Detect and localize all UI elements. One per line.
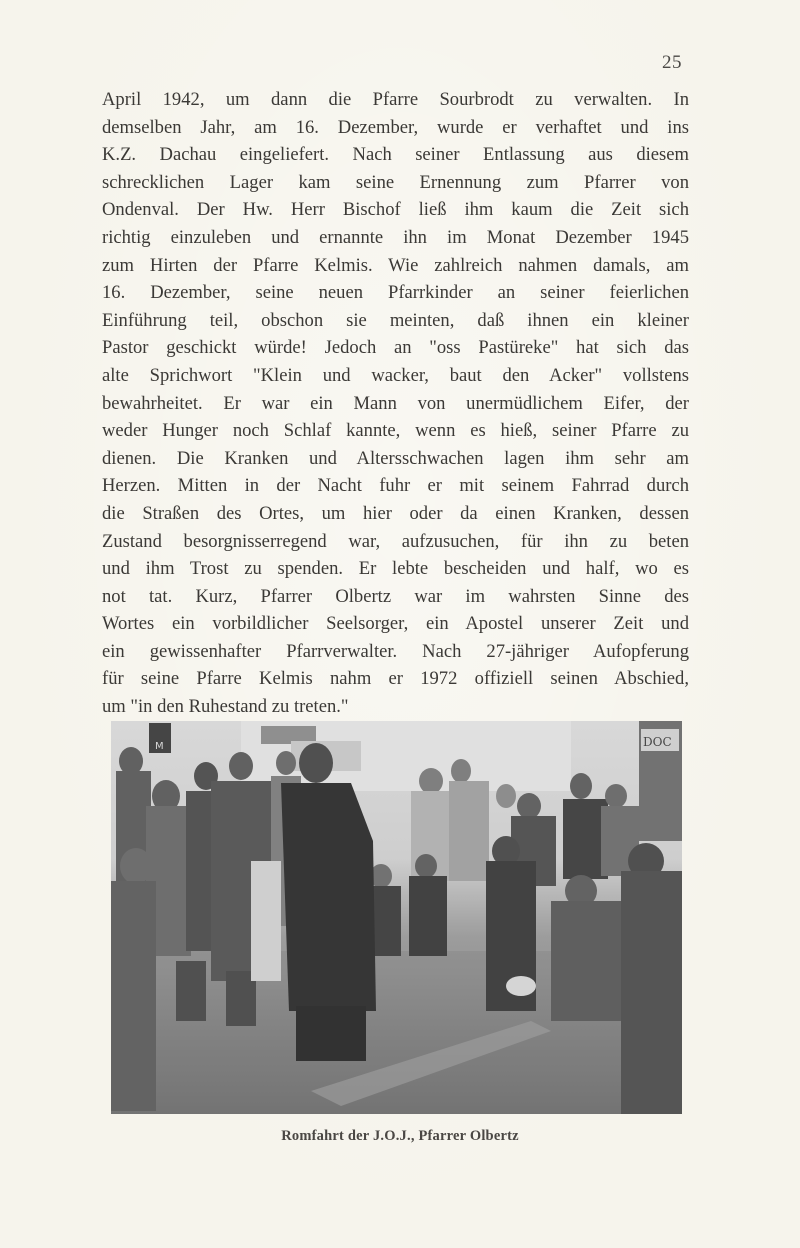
- text-line: dienen. Die Kranken und Altersschwachen lagen ihm sehr am: [102, 447, 689, 469]
- text-line: um "in den Ruhestand zu treten.": [102, 696, 349, 718]
- text-line: Einführung teil, obschon sie meinten, daß ihnen ein kleiner: [102, 309, 689, 331]
- text-line: Pastor geschickt würde! Jedoch an "oss Pastüreke" hat sich das: [102, 337, 689, 359]
- text-line: zum Hirten der Pfarre Kelmis. Wie zahlreich nahmen damals, am: [102, 254, 689, 276]
- text-line: für seine Pfarre Kelmis nahm er 1972 offiziell seinen Abschied,: [102, 668, 689, 690]
- text-line: ein gewissenhafter Pfarrverwalter. Nach 27-jähriger Aufopferung: [102, 640, 689, 662]
- text-line: schrecklichen Lager kam seine Ernennung zum Pfarrer von: [102, 171, 689, 193]
- page-number: 25: [662, 52, 682, 73]
- text-line: 16. Dezember, seine neuen Pfarrkinder an seiner feierlichen: [102, 282, 689, 304]
- svg-text:DOC: DOC: [643, 735, 672, 749]
- text-line: Wortes ein vorbildlicher Seelsorger, ein Apostel unserer Zeit und: [102, 613, 689, 635]
- svg-text:M: M: [155, 741, 164, 752]
- photo-caption: Romfahrt der J.O.J., Pfarrer Olbertz: [281, 1128, 519, 1144]
- text-line: K.Z. Dachau eingeliefert. Nach seiner Entlassung aus diesem: [102, 144, 689, 166]
- text-line: richtig einzuleben und ernannte ihn im Monat Dezember 1945: [102, 226, 689, 248]
- text-line: Herzen. Mitten in der Nacht fuhr er mit seinem Fahrrad durch: [102, 475, 689, 497]
- text-line: die Straßen des Ortes, um hier oder da einen Kranken, dessen: [102, 502, 689, 524]
- street-crowd-photograph: [111, 721, 682, 1114]
- text-line: weder Hunger noch Schlaf kannte, wenn es hieß, seiner Pfarre zu: [102, 420, 689, 442]
- text-line: not tat. Kurz, Pfarrer Olbertz war im wahrsten Sinne des: [102, 585, 689, 607]
- text-line: und ihm Trost zu spenden. Er lebte bescheiden und half, wo es: [102, 558, 689, 580]
- text-line: bewahrheitet. Er war ein Mann von unermüdlichem Eifer, der: [102, 392, 689, 414]
- text-line: Ondenval. Der Hw. Herr Bischof ließ ihm kaum die Zeit sich: [102, 199, 689, 221]
- text-line: Zustand besorgnisserregend war, aufzusuchen, für ihn zu beten: [102, 530, 689, 552]
- text-line: demselben Jahr, am 16. Dezember, wurde er verhaftet und ins: [102, 116, 689, 138]
- text-line: alte Sprichwort "Klein und wacker, baut den Acker" vollstens: [102, 364, 689, 386]
- body-paragraph: [102, 86, 689, 721]
- text-line: April 1942, um dann die Pfarre Sourbrodt zu verwalten. In: [102, 89, 689, 110]
